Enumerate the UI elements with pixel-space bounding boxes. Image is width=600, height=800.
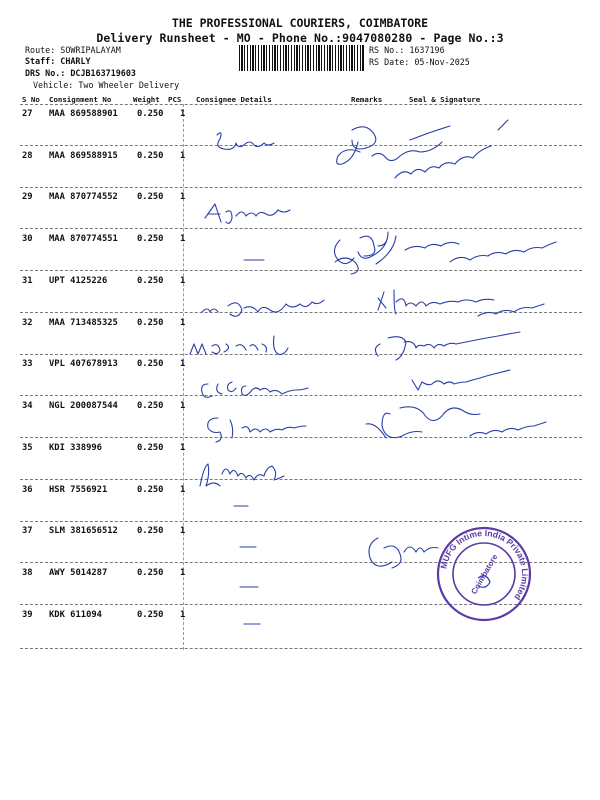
row-pcs: 1 — [180, 359, 186, 369]
consignee-signature — [202, 300, 324, 316]
row-pcs: 1 — [180, 276, 186, 286]
row-sno: 31 — [22, 276, 33, 286]
row-consignment: MAA 870774551 — [49, 234, 118, 244]
col-header-remarks: Remarks — [351, 95, 383, 104]
phone-scribble — [470, 422, 546, 436]
row-consignment: KDI 338996 — [49, 443, 102, 453]
row-weight: 0.250 — [137, 234, 164, 244]
row-sno: 28 — [22, 151, 33, 161]
rs-number: RS No.: 1637196 — [369, 45, 445, 55]
row-weight: 0.250 — [137, 443, 164, 453]
row-consignment: KDK 611094 — [49, 610, 102, 620]
row-sno: 33 — [22, 359, 33, 369]
row-pcs: 1 — [180, 234, 186, 244]
row-weight: 0.250 — [137, 526, 164, 536]
phone-scribble — [450, 242, 556, 262]
row-sno: 37 — [22, 526, 33, 536]
row-pcs: 1 — [180, 318, 186, 328]
seal-signature — [375, 332, 520, 360]
col-header-sno: S No — [22, 95, 40, 104]
seal-signature — [334, 232, 459, 274]
row-pcs: 1 — [180, 192, 186, 202]
consignee-signature — [208, 418, 306, 442]
row-pcs: 1 — [180, 610, 186, 620]
row-weight: 0.250 — [137, 401, 164, 411]
row-pcs: 1 — [180, 485, 186, 495]
phone-scribble — [395, 120, 508, 178]
row-sno: 32 — [22, 318, 33, 328]
row-weight: 0.250 — [137, 610, 164, 620]
col-header-pcs: PCS — [168, 95, 182, 104]
col-header-seal: Seal & Signature — [409, 95, 481, 104]
row-weight: 0.250 — [137, 318, 164, 328]
col-header-consignment: Consignment No — [49, 95, 112, 104]
row-consignment: SLM 381656512 — [49, 526, 118, 536]
seal-signature — [337, 126, 450, 164]
document-title: THE PROFESSIONAL COURIERS, COIMBATORE — [171, 16, 429, 30]
row-weight: 0.250 — [137, 151, 164, 161]
rs-date: RS Date: 05-Nov-2025 — [369, 57, 470, 67]
consignee-signature — [202, 382, 308, 397]
row-sno: 36 — [22, 485, 33, 495]
col-header-consignee: Consignee Details — [196, 95, 272, 104]
document-subtitle: Delivery Runsheet - MO - Phone No.:9047080280 - Page No.:3 — [96, 31, 504, 45]
row-weight: 0.250 — [137, 568, 164, 578]
row-consignment: UPT 4125226 — [49, 276, 108, 286]
row-weight: 0.250 — [137, 276, 164, 286]
row-consignment: MAA 869588901 — [49, 109, 118, 119]
row-sno: 27 — [22, 109, 33, 119]
row-pcs: 1 — [180, 443, 186, 453]
stamp-outer-text: MUFG Intime India Private Limited — [438, 527, 531, 602]
row-consignment: MAA 869588915 — [49, 151, 118, 161]
stamp-inner-text: Coimbatore — [469, 552, 500, 596]
row-consignment: MAA 713485325 — [49, 318, 118, 328]
consignee-signature — [200, 464, 284, 486]
row-sno: 30 — [22, 234, 33, 244]
row-pcs: 1 — [180, 526, 186, 536]
row-sno: 35 — [22, 443, 33, 453]
drs-number: DRS No.: DCJB163719603 — [25, 68, 136, 78]
route-label: Route: SOWRIPALAYAM — [25, 45, 121, 55]
row-weight: 0.250 — [137, 192, 164, 202]
row-sno: 39 — [22, 610, 33, 620]
row-sno: 29 — [22, 192, 33, 202]
consignee-signature — [205, 204, 290, 223]
seal-signature — [378, 290, 494, 314]
consignee-signature — [190, 336, 288, 354]
row-weight: 0.250 — [137, 109, 164, 119]
row-consignment: AWY 5014287 — [49, 568, 108, 578]
row-consignment: HSR 7556921 — [49, 485, 108, 495]
row-pcs: 1 — [180, 151, 186, 161]
row-pcs: 1 — [180, 401, 186, 411]
seal-signature — [366, 407, 480, 438]
col-header-weight: Weight — [133, 95, 160, 104]
row-weight: 0.250 — [137, 359, 164, 369]
seal-signature — [412, 370, 510, 390]
phone-scribble — [478, 304, 544, 316]
row-pcs: 1 — [180, 109, 186, 119]
row-pcs: 1 — [180, 568, 186, 578]
row-sno: 38 — [22, 568, 33, 578]
row-weight: 0.250 — [137, 485, 164, 495]
row-sno: 34 — [22, 401, 33, 411]
consignee-signature — [217, 133, 274, 150]
seal-signature — [369, 538, 438, 568]
row-consignment: VPL 407678913 — [49, 359, 118, 369]
company-stamp — [438, 528, 530, 620]
row-consignment: MAA 870774552 — [49, 192, 118, 202]
vehicle-label: Vehicle: Two Wheeler Delivery — [33, 80, 180, 90]
row-consignment: NGL 200087544 — [49, 401, 118, 411]
staff-label: Staff: CHARLY — [25, 56, 91, 66]
